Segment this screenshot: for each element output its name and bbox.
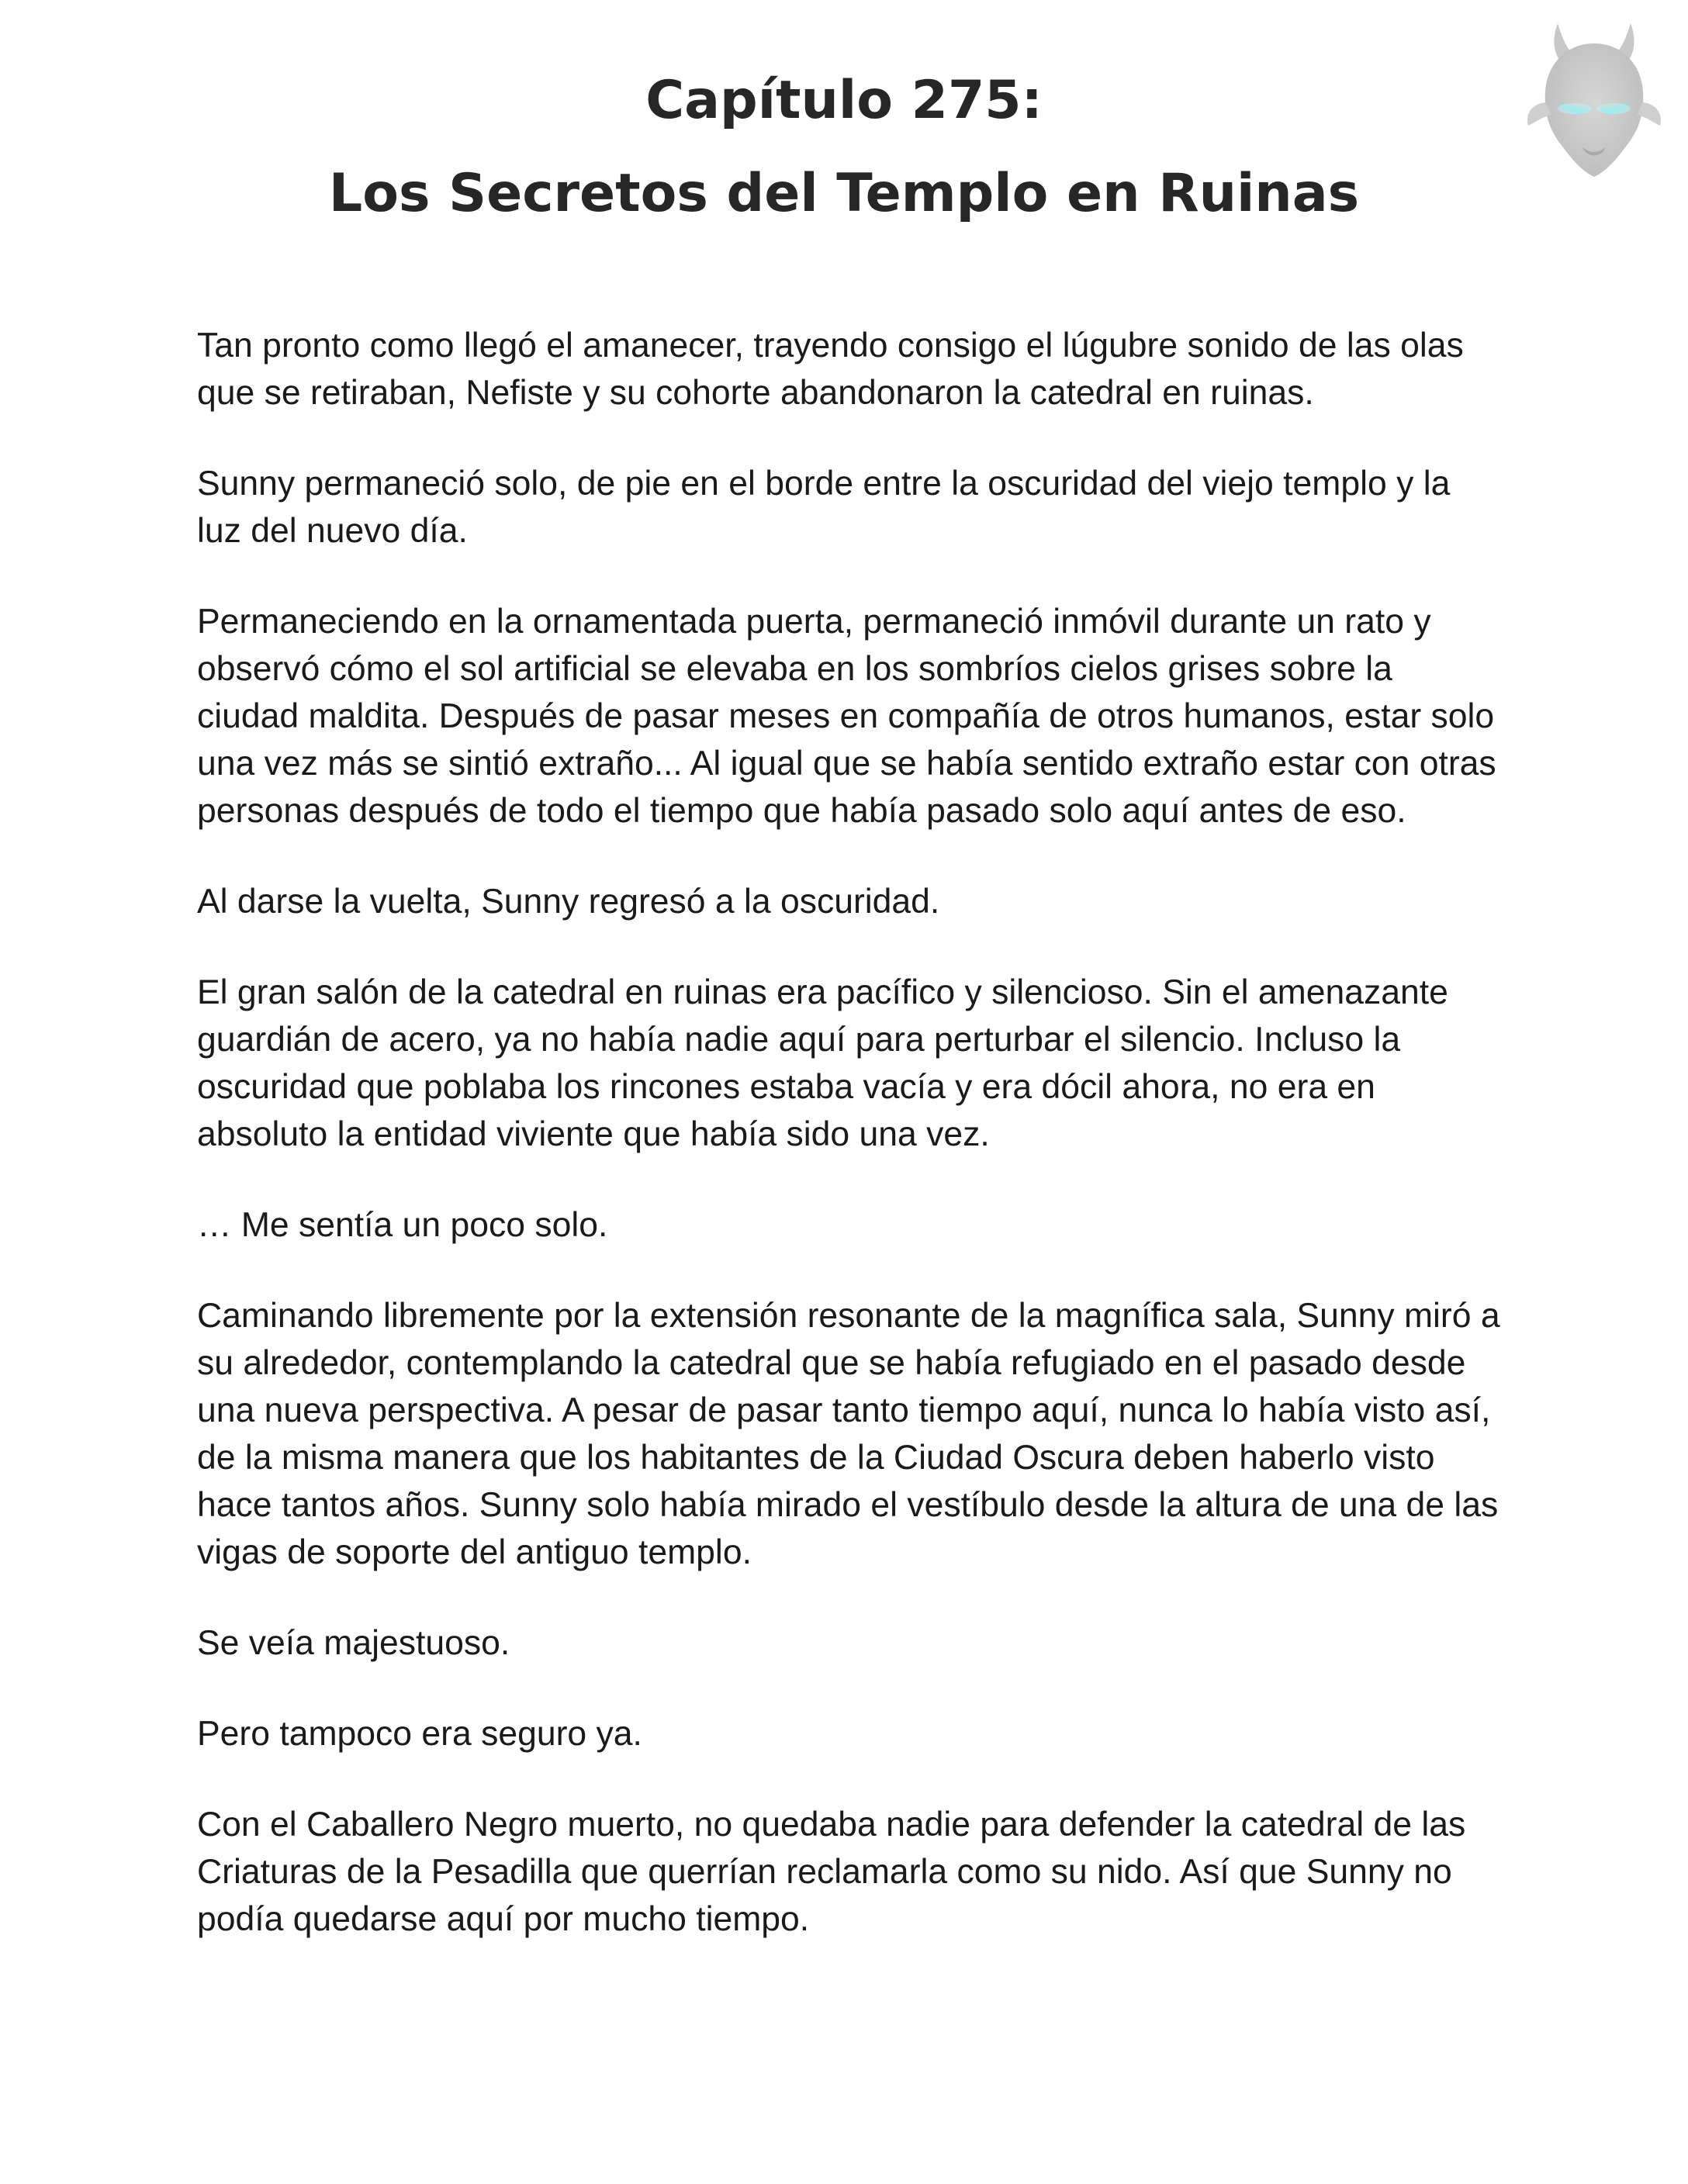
paragraph: Pero tampoco era seguro ya. (197, 1715, 642, 1753)
title-line-1: Capítulo 275: (645, 70, 1043, 131)
paragraph: Al darse la vuelta, Sunny regresó a la oscuridad. (197, 883, 940, 921)
paragraph: Caminando libremente por la extensión resonante de la magnífica sala, Sunny miró a su alrededor, contemplando la catedral que se había refugiado en el pasado desde una nueva perspectiva. A pesar de pasar tanto tiempo aquí, nunca lo había visto así, de la misma manera que los habitantes de la Ciudad Oscura deben haberlo visto hace tantos años. Sunny solo había mirado el vestíbulo desde la altura de una de las vigas de soporte del antiguo templo. (197, 1297, 1500, 1571)
paragraph: … Me sentía un poco solo. (197, 1206, 608, 1244)
page-title (0, 54, 1688, 240)
paragraph: Tan pronto como llegó el amanecer, trayendo consigo el lúgubre sonido de las olas que se retiraban, Nefiste y su cohorte abandonaron la catedral en ruinas. (197, 327, 1464, 412)
paragraph: El gran salón de la catedral en ruinas era pacífico y silencioso. Sin el amenazante guardián de acero, ya no había nadie aquí para perturbar el silencio. Incluso la oscuridad que poblaba los rincones estaba vacía y era dócil ahora, no era en absoluto la entidad viviente que había sido una vez. (197, 973, 1448, 1153)
title-line-2: Los Secretos del Templo en Ruinas (328, 163, 1360, 224)
paragraph: Permaneciendo en la ornamentada puerta, permaneció inmóvil durante un rato y observó cómo el sol artificial se elevaba en los sombríos cielos grises sobre la ciudad maldita. Después de pasar meses en compañía de otros humanos, estar solo una vez más se sintió extraño... Al igual que se había sentido extraño estar con otras personas después de todo el tiempo que había pasado solo aquí antes de eso. (197, 603, 1496, 830)
chapter-body (197, 322, 1500, 1986)
paragraph: Con el Caballero Negro muerto, no quedaba nadie para defender la catedral de las Criaturas de la Pesadilla que querrían reclamarla como su nido. Así que Sunny no podía quedarse aquí por mucho tiempo. (197, 1806, 1466, 1938)
paragraph: Sunny permaneció solo, de pie en el borde entre la oscuridad del viejo templo y la luz del nuevo día. (197, 465, 1451, 550)
paragraph: Se veía majestuoso. (197, 1624, 510, 1662)
